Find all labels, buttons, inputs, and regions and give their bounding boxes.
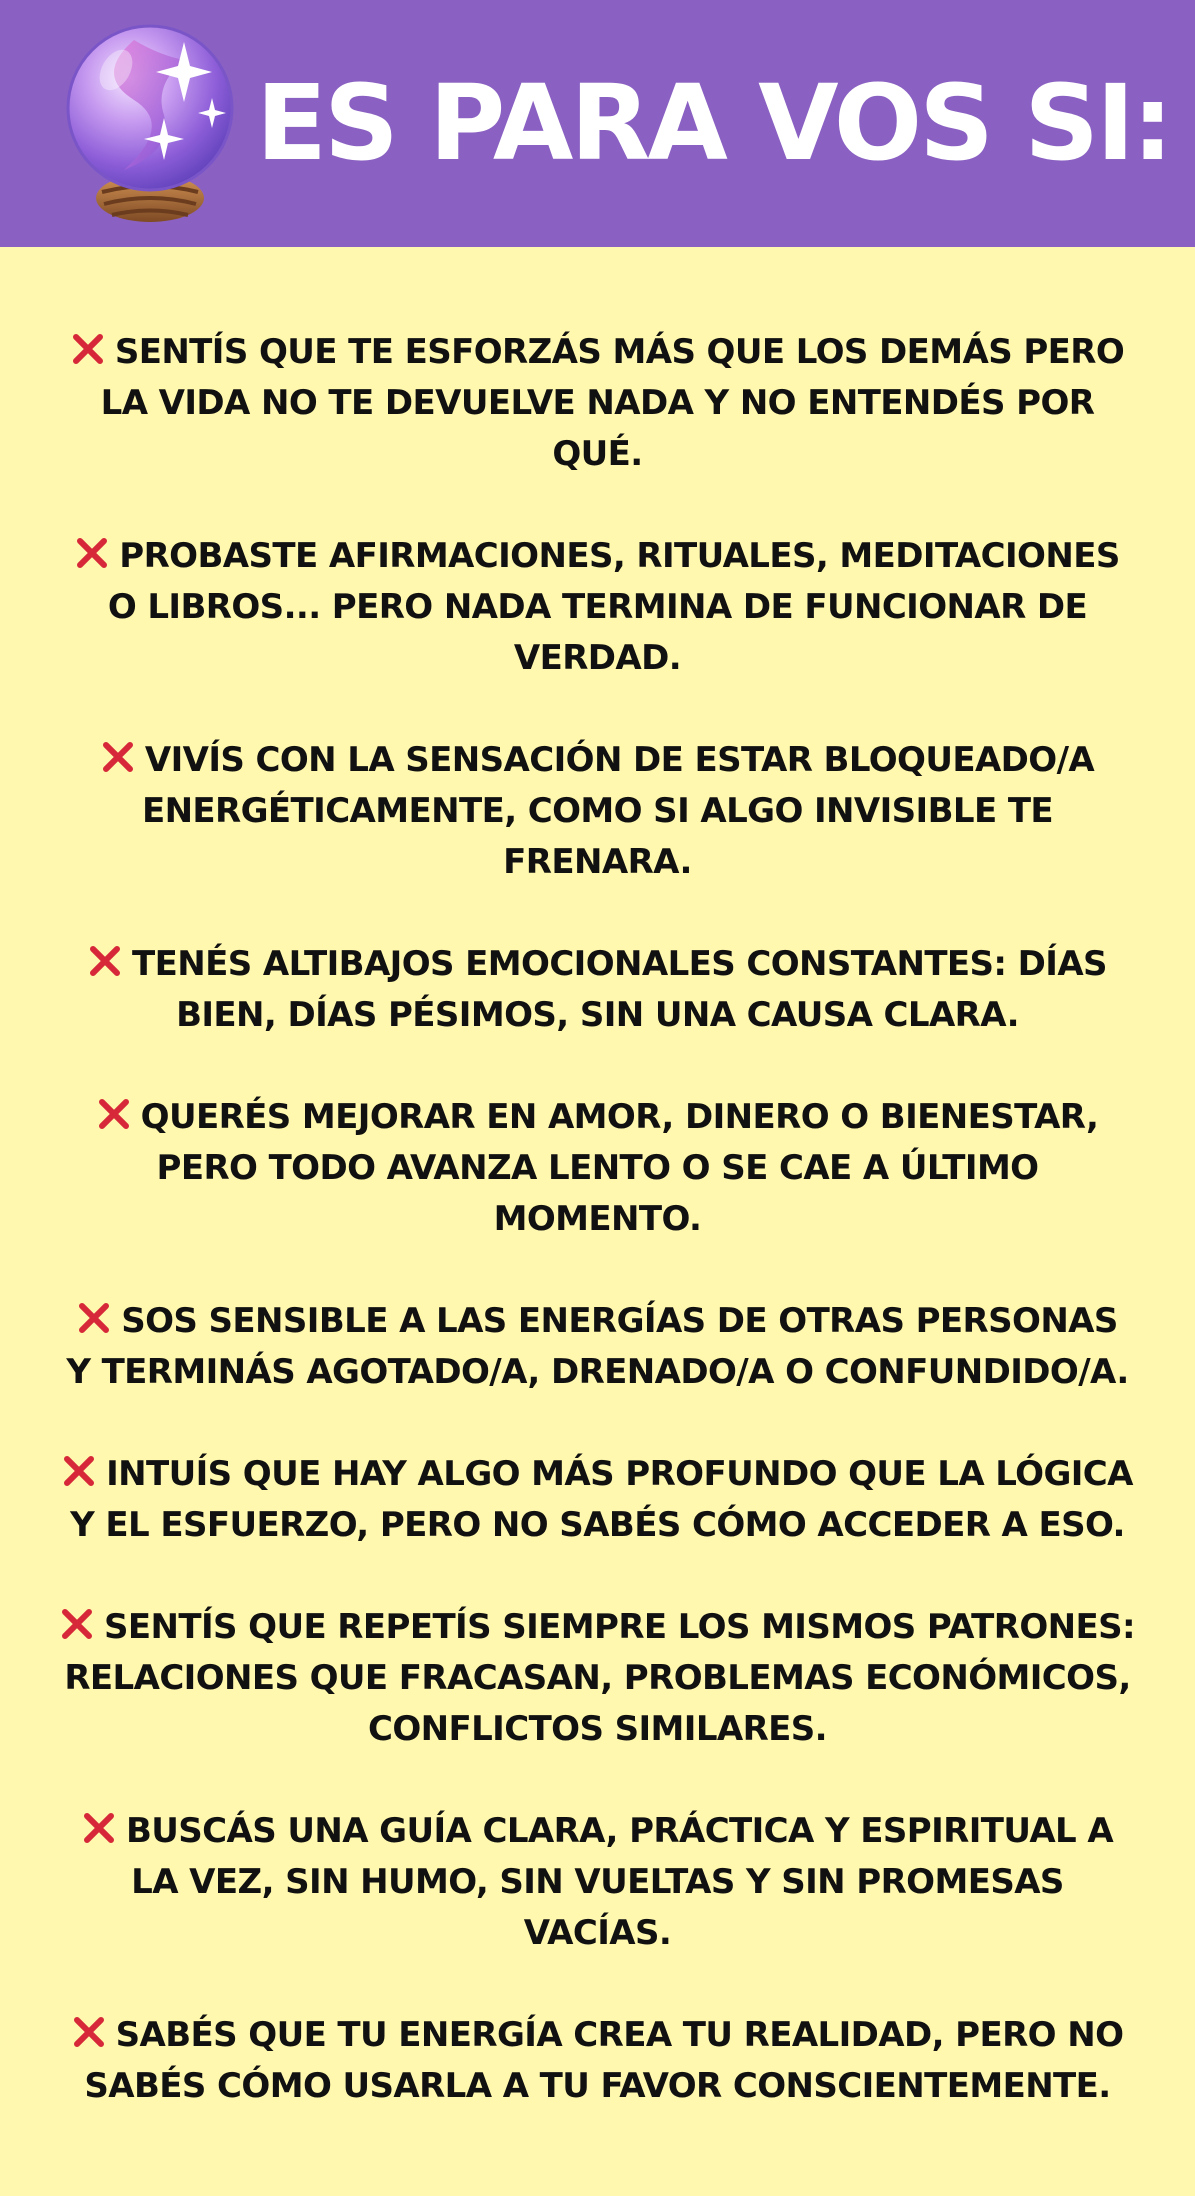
list-item-text: VIVÍS CON LA SENSACIÓN DE ESTAR BLOQUEADO/A ENERGÉTICAMENTE, COMO SI ALGO INVISIBLE TE FRENARA. [141,740,1095,882]
list-item-text: QUERÉS MEJORAR EN AMOR, DINERO O BIENESTAR, PERO TODO AVANZA LENTO O SE CAE A ÚLTIMO MOMENTO. [140,1097,1099,1239]
cross-mark-icon [72,2015,106,2049]
cross-mark-icon [75,536,109,570]
list-item [60,531,1135,684]
cross-mark-icon [62,1454,96,1488]
cross-mark-icon [82,1811,116,1845]
list-item-text: SABÉS QUE TU ENERGÍA CREA TU REALIDAD, PERO NO SABÉS CÓMO USARLA A TU FAVOR CONSCIENTEMENTE. [84,2015,1124,2106]
header-banner [0,0,1195,247]
list-item-text: BUSCÁS UNA GUÍA CLARA, PRÁCTICA Y ESPIRITUAL A LA VEZ, SIN HUMO, SIN VUELTAS Y SIN PROMESAS VACÍAS. [125,1811,1114,1953]
list-item [60,327,1135,480]
cross-mark-icon [77,1301,111,1335]
list-item-text: INTUÍS QUE HAY ALGO MÁS PROFUNDO QUE LA LÓGICA Y EL ESFUERZO, PERO NO SABÉS CÓMO ACCEDER A ESO. [70,1454,1133,1545]
criteria-list [60,327,1135,2163]
crystal-ball-icon [64,20,234,230]
list-item-text: SOS SENSIBLE A LAS ENERGÍAS DE OTRAS PERSONAS Y TERMINÁS AGOTADO/A, DRENADO/A O CONFUNDIDO/A. [66,1301,1129,1392]
list-item [60,1092,1135,1245]
list-item [60,1296,1135,1398]
cross-mark-icon [97,1097,131,1131]
cross-mark-icon [71,332,105,366]
list-item-text: SENTÍS QUE REPETÍS SIEMPRE LOS MISMOS PATRONES: RELACIONES QUE FRACASAN, PROBLEMAS ECONÓMICOS, CONFLICTOS SIMILARES. [64,1607,1136,1749]
list-item [60,1449,1135,1551]
list-item-text: PROBASTE AFIRMACIONES, RITUALES, MEDITACIONES O LIBROS... PERO NADA TERMINA DE FUNCIONAR DE VERDAD. [107,536,1120,678]
cross-mark-icon [60,1607,94,1641]
list-item-text: TENÉS ALTIBAJOS EMOCIONALES CONSTANTES: DÍAS BIEN, DÍAS PÉSIMOS, SIN UNA CAUSA CLARA. [132,944,1107,1035]
list-item [60,735,1135,888]
cross-mark-icon [101,740,135,774]
page-title: ES PARA VOS SI: [256,62,1171,184]
list-item-text: SENTÍS QUE TE ESFORZÁS MÁS QUE LOS DEMÁS PERO LA VIDA NO TE DEVUELVE NADA Y NO ENTENDÉS POR QUÉ. [100,332,1125,474]
list-item [60,939,1135,1041]
cross-mark-icon [88,944,122,978]
list-item [60,2010,1135,2112]
list-item [60,1806,1135,1959]
list-item [60,1602,1135,1755]
